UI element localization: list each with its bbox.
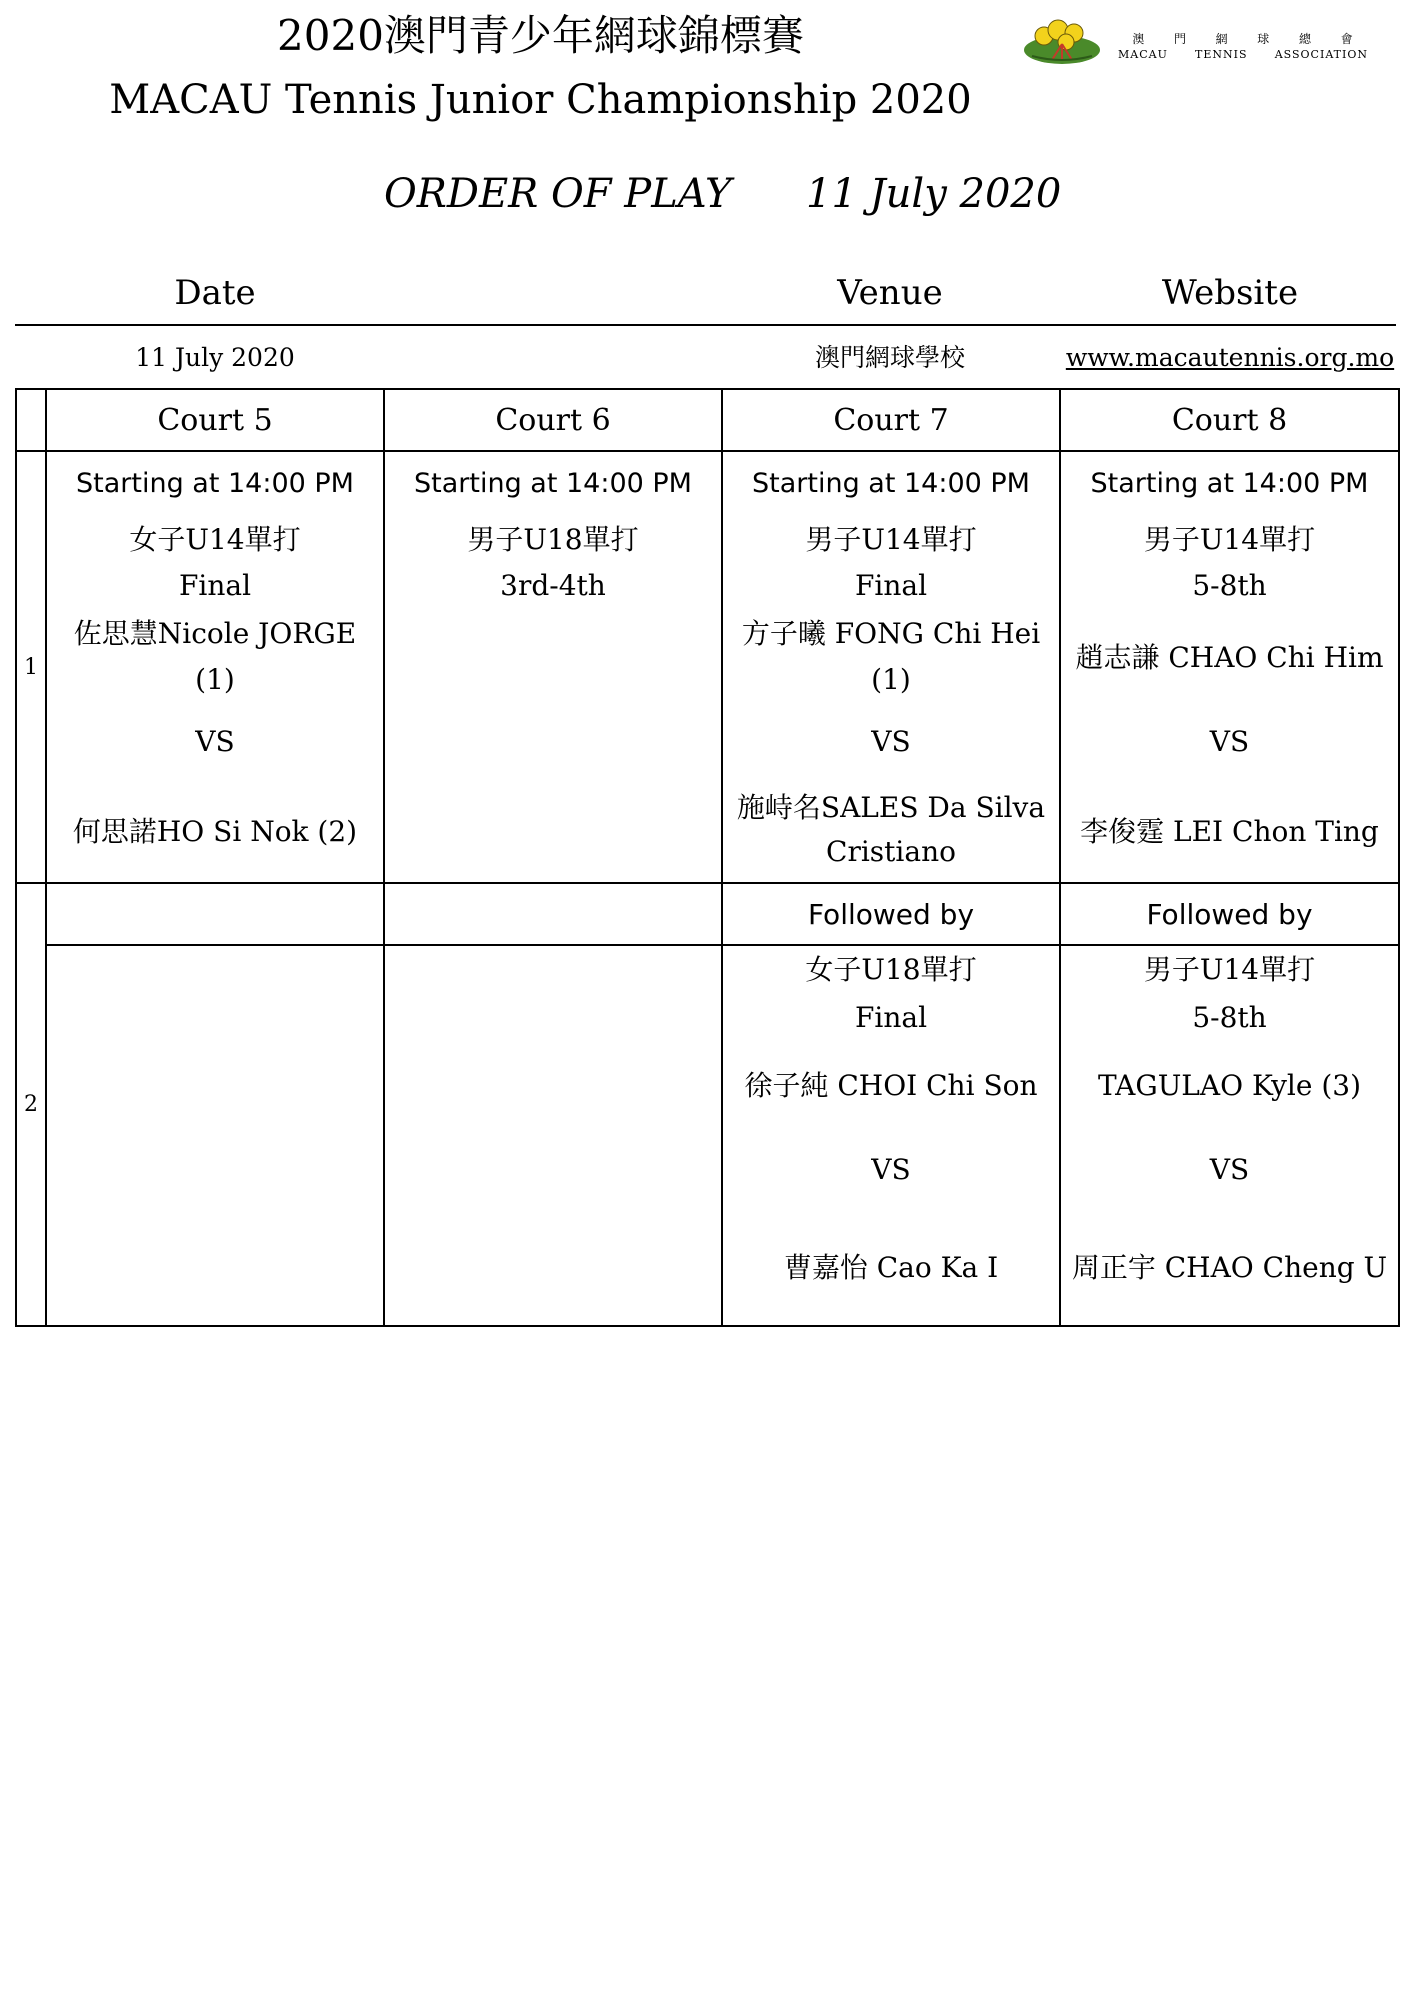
versus-label: VS <box>1209 1153 1250 1186</box>
player-two: 李俊霆 LEI Chon Ting <box>1080 815 1379 848</box>
player-one: 趙志謙 CHAO Chi Him <box>1075 641 1384 674</box>
website-label: Website <box>1161 273 1299 313</box>
followed-by-cell: Followed by <box>722 883 1060 945</box>
match-cell <box>722 945 1060 1326</box>
event-name: 男子U14單打 <box>1143 953 1316 986</box>
followed-by-cell: Followed by <box>1060 883 1399 945</box>
versus-label: VS <box>871 725 911 758</box>
player-one: 徐子純 CHOI Chi Son <box>744 1069 1038 1102</box>
versus-label: VS <box>871 1153 911 1186</box>
row-number: 2 <box>16 883 46 1326</box>
match-cell <box>384 451 722 883</box>
versus-label: VS <box>195 725 235 758</box>
association-word: ASSOCIATION <box>1274 48 1368 61</box>
order-of-play-date: 11 July 2020 <box>806 171 1062 217</box>
round-name: Final <box>854 569 928 602</box>
followed-by-cell <box>384 883 722 945</box>
match-cell <box>1060 451 1399 883</box>
round-name: 3rd-4th <box>500 569 606 602</box>
followed-by-row <box>16 883 1399 945</box>
player-two: 周正宇 CHAO Cheng U <box>1071 1251 1388 1284</box>
match-row <box>16 451 1399 883</box>
association-name-chinese <box>1118 32 1368 47</box>
player-one: TAGULAO Kyle (3) <box>1097 1069 1362 1102</box>
player-two: 何思諾HO Si Nok (2) <box>72 815 358 848</box>
association-char: 球 <box>1257 32 1271 46</box>
start-time: Starting at 14:00 PM <box>752 468 1030 499</box>
event-name: 女子U18單打 <box>805 953 977 986</box>
match-cell <box>46 945 384 1326</box>
player-one: 佐思慧Nicole JORGE <box>73 617 357 650</box>
match-cell <box>46 451 384 883</box>
association-word: TENNIS <box>1195 48 1248 61</box>
event-name: 女子U14單打 <box>129 523 301 556</box>
versus-label: VS <box>1209 725 1250 758</box>
event-name: 男子U14單打 <box>805 523 977 556</box>
date-label: Date <box>174 273 256 313</box>
round-name: Final <box>854 1001 928 1034</box>
start-time: Starting at 14:00 PM <box>414 468 692 499</box>
tennis-association-logo-icon <box>1022 16 1102 66</box>
venue-label: Venue <box>837 273 943 313</box>
court-header: Court 8 <box>1060 389 1399 451</box>
association-char: 澳 <box>1132 32 1146 46</box>
court-header: Court 6 <box>384 389 722 451</box>
association-char: 門 <box>1173 32 1187 46</box>
date-value: 11 July 2020 <box>135 343 295 372</box>
start-time: Starting at 14:00 PM <box>1090 468 1369 499</box>
title-english <box>0 72 1411 128</box>
venue-value: 澳門網球學校 <box>814 343 965 372</box>
match-cell <box>384 945 722 1326</box>
player-one-seed: (1) <box>195 663 235 696</box>
player-two: 曹嘉怡 Cao Ka I <box>783 1251 999 1284</box>
title-english-text: MACAU Tennis Junior Championship 2020 <box>109 77 972 123</box>
round-name: 5-8th <box>1192 569 1267 602</box>
player-one: 方子曦 FONG Chi Hei <box>741 617 1041 650</box>
court-header: Court 7 <box>722 389 1060 451</box>
event-name: 男子U14單打 <box>1143 523 1316 556</box>
association-name-english <box>1118 47 1368 62</box>
association-char: 會 <box>1340 32 1354 46</box>
player-two: 施峙名SALES Da Silva Cristiano <box>736 791 1046 868</box>
association-char: 總 <box>1298 32 1312 46</box>
row-number-header <box>16 389 46 451</box>
association-name <box>1118 32 1368 62</box>
round-name: Final <box>178 569 252 602</box>
divider <box>15 324 1396 326</box>
player-one-seed: (1) <box>871 663 911 696</box>
website-link[interactable]: www.macautennis.org.mo <box>1065 343 1395 372</box>
order-of-play-heading: ORDER OF PLAY <box>384 171 732 217</box>
association-char: 網 <box>1215 32 1229 46</box>
match-row <box>16 945 1399 1326</box>
match-cell <box>1060 945 1399 1326</box>
association-word: MACAU <box>1118 48 1168 61</box>
court-header-row <box>16 389 1399 451</box>
schedule-table <box>15 388 1400 1327</box>
court-header: Court 5 <box>46 389 384 451</box>
followed-by-cell <box>46 883 384 945</box>
title-chinese-text: 2020澳門青少年網球錦標賽 <box>277 11 804 60</box>
event-name: 男子U18單打 <box>467 523 639 556</box>
row-number: 1 <box>16 451 46 883</box>
round-name: 5-8th <box>1192 1001 1267 1034</box>
match-cell <box>722 451 1060 883</box>
start-time: Starting at 14:00 PM <box>76 468 354 499</box>
